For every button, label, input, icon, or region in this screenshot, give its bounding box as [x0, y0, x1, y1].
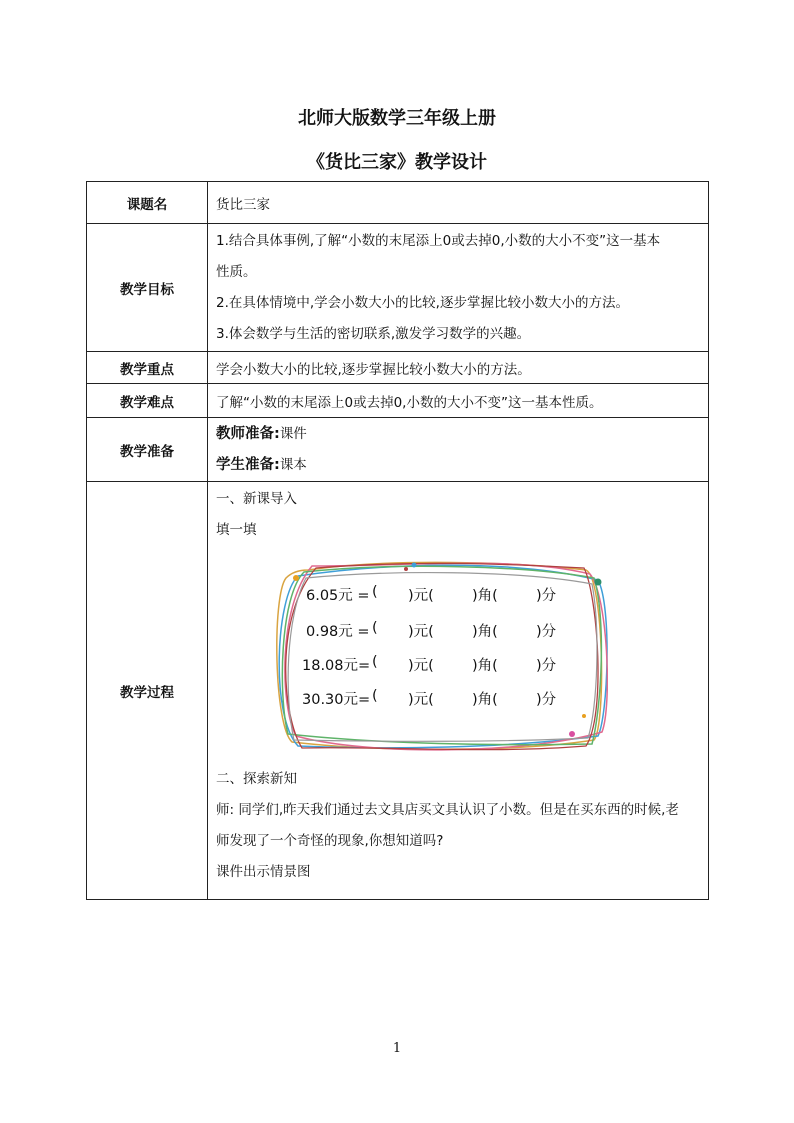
- preparation-content: [208, 418, 709, 482]
- table-row-topic: [87, 182, 709, 224]
- student-prep-label: 学生准备:: [216, 456, 280, 473]
- difficulty-value: 了解“小数的末尾添上0或去掉0,小数的大小不变”这一基本性质。: [208, 384, 709, 418]
- student-prep-value: 课本: [279, 456, 307, 473]
- table-row-process: [87, 482, 709, 900]
- section-2-heading: 二、探索新知: [216, 771, 297, 787]
- teacher-dialogue-line-1: 师: 同学们,昨天我们通过去文具店买文具认识了小数。但是在买东西的时候,老: [216, 802, 679, 818]
- objective-line-1: 1.结合具体事例,了解“小数的末尾添上0或去掉0,小数的大小不变”这一基本: [216, 232, 661, 249]
- objective-line-4: 3.体会数学与生活的密切联系,激发学习数学的兴趣。: [216, 325, 531, 342]
- key-point-label: 教学重点: [87, 352, 208, 384]
- fill-label: 填一填: [216, 522, 257, 538]
- key-point-value: 学会小数大小的比较,逐步掌握比较小数大小的方法。: [208, 352, 709, 384]
- teacher-prep-value: 课件: [279, 425, 307, 442]
- section-1-heading: 一、新课导入: [216, 491, 297, 507]
- objectives-content: [208, 224, 709, 352]
- teacher-dialogue-line-2: 师发现了一个奇怪的现象,你想知道吗?: [216, 833, 444, 849]
- table-row-objectives: [87, 224, 709, 352]
- process-label: 教学过程: [87, 482, 208, 900]
- topic-value: 货比三家: [208, 182, 709, 224]
- difficulty-label: 教学难点: [87, 384, 208, 418]
- page-number: 1: [392, 1041, 402, 1056]
- page-subtitle: 《货比三家》教学设计: [307, 152, 487, 173]
- objective-line-3: 2.在具体情境中,学会小数大小的比较,逐步掌握比较小数大小的方法。: [216, 294, 629, 311]
- teacher-prep-label: 教师准备:: [216, 425, 280, 442]
- table-row-difficulty: [87, 384, 709, 418]
- table-row-preparation: [87, 418, 709, 482]
- courseware-note: 课件出示情景图: [216, 864, 311, 880]
- preparation-label: 教学准备: [87, 418, 208, 482]
- decorative-frame: 6.05元 = ( )元( )角( )分 0.98元 = ( )元( )角( )分 18.08元= ( )元( )角( )分 30.30元= ( )元( )角( )分: [268, 556, 608, 756]
- objective-line-2: 性质。: [216, 263, 257, 280]
- objectives-label: 教学目标: [87, 224, 208, 352]
- table-row-key-point: [87, 352, 709, 384]
- process-content: [208, 482, 709, 900]
- page-title: 北师大版数学三年级上册: [298, 108, 496, 129]
- lesson-plan-table: [86, 181, 709, 900]
- topic-label: 课题名: [87, 182, 208, 224]
